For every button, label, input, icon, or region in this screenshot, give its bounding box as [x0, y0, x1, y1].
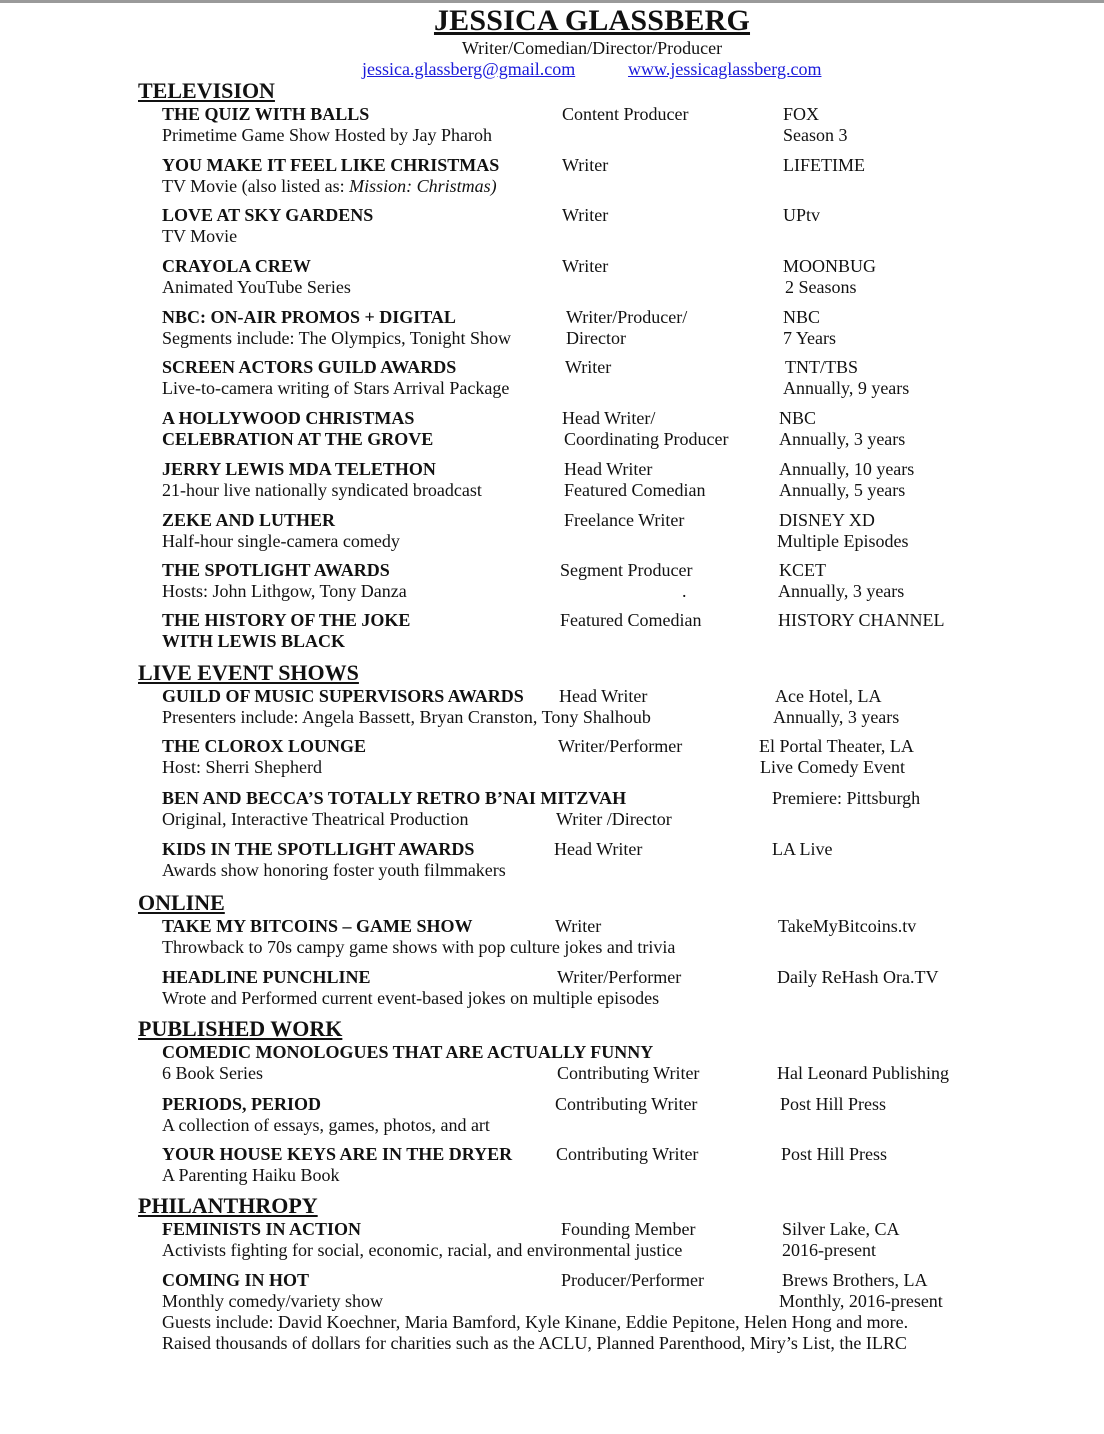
entry-description: Primetime Game Show Hosted by Jay Pharoh — [162, 125, 492, 145]
entry-title: FEMINISTS IN ACTION — [162, 1219, 362, 1239]
entry-description: TV Movie (also listed as: Mission: Christmas) — [162, 176, 497, 196]
entry-description: A collection of essays, games, photos, and art — [162, 1115, 490, 1135]
entry-network: Annually, 10 years — [779, 459, 915, 479]
entry-network: Hal Leonard Publishing — [777, 1063, 949, 1083]
entry-network-detail: Annually, 3 years — [778, 581, 905, 601]
entry-description: Host: Sherri Shepherd — [162, 757, 322, 777]
entry-network-detail: 2 Seasons — [785, 277, 857, 297]
entry-network: Premiere: Pittsburgh — [772, 788, 921, 808]
entry-title: THE QUIZ WITH BALLS — [162, 104, 370, 124]
entry-title: KIDS IN THE SPOTLLIGHT AWARDS — [162, 839, 475, 859]
entry-network-detail: Annually, 3 years — [773, 707, 900, 727]
page-top-border — [0, 0, 1104, 3]
entry-title: BEN AND BECCA’S TOTALLY RETRO B’NAI MITZVAH — [162, 788, 627, 808]
entry-network-detail: Live Comedy Event — [760, 757, 905, 777]
entry-description: TV Movie — [162, 226, 238, 246]
entry-description: Hosts: John Lithgow, Tony Danza — [162, 581, 407, 601]
entry-network-detail: Season 3 — [783, 125, 848, 145]
entry-description: Wrote and Performed current event-based jokes on multiple episodes — [162, 988, 660, 1008]
entry-title: JERRY LEWIS MDA TELETHON — [162, 459, 436, 479]
resume-subtitle: Writer/Comedian/Director/Producer — [461, 38, 723, 58]
entry-network: LA Live — [772, 839, 833, 859]
entry-role: Head Writer — [559, 686, 648, 706]
entry-network-detail: 2016-present — [782, 1240, 876, 1260]
entry-role: Writer/Performer — [558, 736, 683, 756]
email-link[interactable]: jessica.glassberg@gmail.com — [362, 59, 576, 79]
entry-description: A Parenting Haiku Book — [162, 1165, 340, 1185]
entry-description: Activists fighting for social, economic, racial, and environmental justice — [162, 1240, 683, 1260]
entry-network: Daily ReHash Ora.TV — [777, 967, 939, 987]
entry-role: Featured Comedian — [560, 610, 702, 630]
entry-network-detail: Annually, 9 years — [783, 378, 910, 398]
entry-description: Throwback to 70s campy game shows with pop culture jokes and trivia — [162, 937, 676, 957]
entry-network: El Portal Theater, LA — [759, 736, 914, 756]
entry-description: 21-hour live nationally syndicated broadcast — [162, 480, 482, 500]
entry-role: Contributing Writer — [556, 1144, 699, 1164]
entry-title: COMEDIC MONOLOGUES THAT ARE ACTUALLY FUNNY — [162, 1042, 654, 1062]
entry-network: LIFETIME — [783, 155, 865, 175]
entry-title-cont: CELEBRATION AT THE GROVE — [162, 429, 434, 449]
entry-network-detail: Multiple Episodes — [777, 531, 909, 551]
section-published-heading: PUBLISHED WORK — [138, 1016, 343, 1041]
entry-network-detail: Annually, 5 years — [779, 480, 906, 500]
entry-role: Writer/Performer — [557, 967, 682, 987]
entry-network: HISTORY CHANNEL — [778, 610, 945, 630]
entry-network: TNT/TBS — [785, 357, 859, 377]
entry-role: Contributing Writer — [555, 1094, 698, 1114]
entry-description: Presenters include: Angela Bassett, Bryan Cranston, Tony Shalhoub — [162, 707, 651, 727]
entry-title: PERIODS, PERIOD — [162, 1094, 322, 1114]
section-television-heading: TELEVISION — [138, 78, 275, 103]
entry-guests-note: Guests include: David Koechner, Maria Bamford, Kyle Kinane, Eddie Pepitone, Helen Hong and more. — [162, 1312, 909, 1332]
entry-title: A HOLLYWOOD CHRISTMAS — [162, 408, 415, 428]
entry-title: SCREEN ACTORS GUILD AWARDS — [162, 357, 457, 377]
entry-title: ZEKE AND LUTHER — [162, 510, 336, 530]
entry-network-detail: Annually, 3 years — [779, 429, 906, 449]
entry-description: Live-to-camera writing of Stars Arrival Package — [162, 378, 510, 398]
entry-network: Ace Hotel, LA — [775, 686, 882, 706]
entry-network: NBC — [779, 408, 817, 428]
entry-description: Monthly comedy/variety show — [162, 1291, 383, 1311]
entry-title: HEADLINE PUNCHLINE — [162, 967, 371, 987]
entry-description-italic: Mission: Christmas) — [349, 176, 497, 196]
entry-charity-note: Raised thousands of dollars for charities such as the ACLU, Planned Parenthood, Miry’s List, the ILRC — [162, 1333, 907, 1353]
entry-title: THE CLOROX LOUNGE — [162, 736, 367, 756]
entry-role: Writer — [555, 916, 602, 936]
entry-description: Awards show honoring foster youth filmmakers — [162, 860, 506, 880]
entry-network: Silver Lake, CA — [782, 1219, 900, 1239]
entry-role: Writer — [562, 256, 609, 276]
entry-description: Animated YouTube Series — [162, 277, 351, 297]
entry-network-detail: Monthly, 2016-present — [779, 1291, 943, 1311]
entry-network: MOONBUG — [783, 256, 877, 276]
entry-role: Founding Member — [561, 1219, 696, 1239]
entry-description: Segments include: The Olympics, Tonight Show — [162, 328, 512, 348]
section-live-heading: LIVE EVENT SHOWS — [138, 660, 359, 685]
section-philanthropy-heading: PHILANTHROPY — [138, 1193, 318, 1218]
entry-role-detail: Coordinating Producer — [564, 429, 729, 449]
entry-title: CRAYOLA CREW — [162, 256, 311, 276]
entry-title: LOVE AT SKY GARDENS — [162, 205, 374, 225]
entry-network: TakeMyBitcoins.tv — [778, 916, 917, 936]
entry-network: NBC — [783, 307, 821, 327]
entry-role-detail: Featured Comedian — [564, 480, 706, 500]
entry-role: Producer/Performer — [561, 1270, 704, 1290]
entry-role: Content Producer — [562, 104, 689, 124]
entry-title: YOU MAKE IT FEEL LIKE CHRISTMAS — [162, 155, 500, 175]
entry-title: NBC: ON-AIR PROMOS + DIGITAL — [162, 307, 456, 327]
entry-title: THE HISTORY OF THE JOKE — [162, 610, 411, 630]
entry-role: Writer /Director — [556, 809, 672, 829]
entry-role-detail: Director — [566, 328, 626, 348]
resume-name: JESSICA GLASSBERG — [433, 4, 751, 37]
entry-network: Post Hill Press — [781, 1144, 888, 1164]
entry-role: Contributing Writer — [557, 1063, 700, 1083]
entry-description: Original, Interactive Theatrical Production — [162, 809, 469, 829]
entry-network-detail: 7 Years — [783, 328, 837, 348]
entry-role: Writer/Producer/ — [566, 307, 688, 327]
entry-title: THE SPOTLIGHT AWARDS — [162, 560, 390, 580]
entry-title-cont: WITH LEWIS BLACK — [162, 631, 346, 651]
entry-network: Brews Brothers, LA — [782, 1270, 928, 1290]
entry-description: Half-hour single-camera comedy — [162, 531, 400, 551]
entry-network: UPtv — [783, 205, 821, 225]
entry-role: Segment Producer — [560, 560, 693, 580]
entry-title: COMING IN HOT — [162, 1270, 310, 1290]
entry-network: DISNEY XD — [779, 510, 875, 530]
entry-role: Writer — [562, 205, 609, 225]
entry-role: Writer — [565, 357, 612, 377]
entry-network: FOX — [783, 104, 820, 124]
entry-role: Head Writer/ — [562, 408, 656, 428]
entry-network: KCET — [779, 560, 826, 580]
entry-role: Freelance Writer — [564, 510, 685, 530]
entry-title: TAKE MY BITCOINS – GAME SHOW — [162, 916, 473, 936]
entry-role: Head Writer — [564, 459, 653, 479]
website-link[interactable]: www.jessicaglassberg.com — [628, 59, 822, 79]
entry-title: YOUR HOUSE KEYS ARE IN THE DRYER — [162, 1144, 513, 1164]
entry-role: Writer — [562, 155, 609, 175]
entry-role-detail: . — [682, 581, 687, 601]
entry-role: Head Writer — [554, 839, 643, 859]
section-online-heading: ONLINE — [138, 890, 225, 915]
entry-description: 6 Book Series — [162, 1063, 263, 1083]
entry-title: GUILD OF MUSIC SUPERVISORS AWARDS — [162, 686, 524, 706]
entry-network: Post Hill Press — [780, 1094, 887, 1114]
